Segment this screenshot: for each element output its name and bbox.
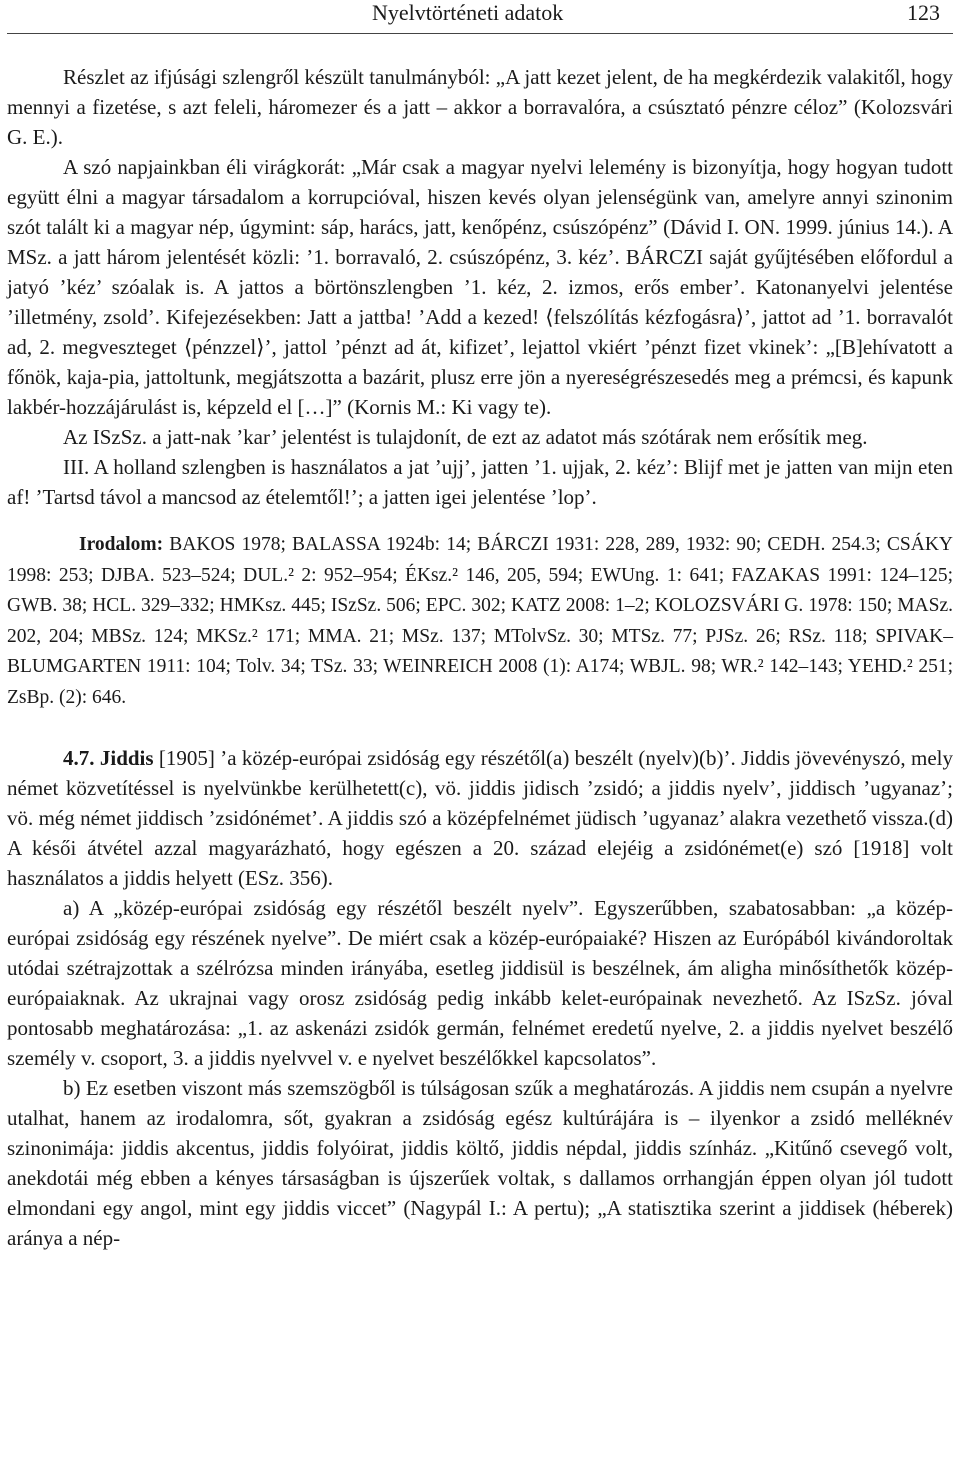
literature-references: BAKOS 1978; BALASSA 1924b: 14; BÁRCZI 1931: 228, 289, 1932: 90; CEDH. 254.3; CSÁKY 1998: 253; DJBA. 523–524; DUL.² 2: 952–954; ÉKsz.² 146, 205, 594; EWUng. 1: 641; FAZAKAS 1991: 124–125; GWB. 38; HCL. 329–332; HMKsz. 445; ISzSz. 506; EPC. 302; KATZ 2008: 1–2; KOLOZSVÁRI G. 1978: 150; MASz. 202, 204; MBSz. 124; MKSz.² 171; MMA. 21; MSz. 137; MTolvSz. 30; MTSz. 77; PJSz. 26; RSz. 118; SPIVAK–BLUMGARTEN 1911: 104; Tolv. 34; TSz. 33; WEINREICH 2008 (1): A174; WBJL. 98; WR.² 142–143; YEHD.² 251; ZsBp. (2): 646. xyxy=(7,534,953,708)
paragraph-4: III. A holland szlengben is használatos a jat ’ujj’, jatten ’1. ujjak, 2. kéz’: Blijf met je jatten van mijn eten af! ’Tartsd távol a mancsod az ételemtől!’; a jatten igei jelentése ’lop’. xyxy=(7,455,953,509)
paragraph-3: Az ISzSz. a jatt-nak ’kar’ jelentést is tulajdonít, de ezt az adatot más szótárak nem erősítik meg. xyxy=(63,425,868,449)
paragraph-1: Részlet az ifjúsági szlengről készült tanulmányból: „A jatt kezet jelent, de ha megkérdezik valakitől, hogy mennyi a fizetése, s azt feleli, háromezer és a jatt – akkor a borravalóra, a csúsztató pénzre céloz” (Kolozsvári G. E.). xyxy=(7,65,953,149)
literature-block xyxy=(7,530,953,713)
paragraph-2: A szó napjainkban éli virágkorát: „Már csak a magyar nyelvi lelemény is bizonyítja, hogy hogyan tudott együtt élni a magyar társadalom a korrupcióval, hiszen kevés olyan jelenségünk van, amelyre annyi szinonim szót talált ki a magyar nép, úgymint: sáp, harács, jatt, kenőpénz, csúszópénz” (Dávid I. ON. 1999. június 14.). A MSz. a jatt három jelentését közli: ’1. borravaló, 2. csúszópénz, 3. kéz’. BÁRCZI saját gyűjtésében előfordul a jatyó ’kéz’ szóalak is. A jattos a börtönszlengben ’1. kéz, 2. izmos, erős ember’. Katonanyelvi jelentése ’illetmény, zsold’. Kifejezésekben: Jatt a jattba! ’Add a kezed! ⟨felszólítás kézfogásra⟩’, jattot ad ’1. borravalót ad, 2. megveszteget ⟨pénzzel⟩’, jattol ’pénzt ad át, kifizet’, lejattol vkiért ’pénzt fizet vkinek’: „[B]ehívatott a főnök, kaja-pia, jattoltunk, megjátszotta a bazárit, plusz erre jön a nyereségrészesedés meg a prémcsi, és kapunk lakbér-hozzájárulást is, képzeld el […]” (Kornis M.: Ki vagy te). xyxy=(7,155,953,419)
running-head: Nyelvtörténeti adatok xyxy=(372,0,564,25)
page-number: 123 xyxy=(907,0,940,25)
entry-paragraph xyxy=(7,743,953,893)
entry-number: 4.7. xyxy=(63,746,95,770)
paragraph-a: a) A „közép-európai zsidóság egy részétől beszélt nyelv”. Egyszerűbben, szabatosabban: „a közép-európai zsidóság egy részének nyelve”. De miért csak a közép-európaiaké? Hiszen az Európából kivándoroltak utódai szétrajzottak a szélrózsa minden irányába, esetleg jiddisül is beszélnek, ám aligha minősíthetők közép-európaiaknak. Az ukrajnai vagy orosz zsidóság pedig inkább kelet-európainak nevezhető. Az ISzSz. jóval pontosabb meghatározása: „1. az askenázi zsidók germán, felnémet eredetű nyelve, 2. a jiddis nyelvet beszélő személy v. csoport, 3. a jiddis nyelvvel v. e nyelvet beszélőkkel kapcsolatos”. xyxy=(7,896,953,1070)
paragraph-b: b) Ez esetben viszont más szemszögből is túlságosan szűk a meghatározás. A jiddis nem csupán a nyelvre utalhat, hanem az irodalomra, sőt, gyakran a zsidóság egész kultúrájára is – ilyenkor a zsidó melléknév szinonimája: jiddis akcentus, jiddis folyóirat, jiddis költő, jiddis népdal, jiddis színház. „Kitűnő csevegő volt, anekdotái még ebben a kényes társaságban is újszerűek voltak, s dallamos orrhangján éppen olyan jól tudott elmondani egy angol, mint egy jiddis viccet” (Nagypál I.: A pertu); „A statisztika szerint a jiddisek (héberek) aránya a nép- xyxy=(7,1076,953,1250)
entry-text: [1905] ’a közép-európai zsidóság egy részétől(a) beszélt (nyelv)(b)’. Jiddis jövevényszó, mely német közvetítéssel is nyelvünkbe kerülhetett(c), vö. jiddis jidisch ’zsidó; a jiddis nyelv’, jiddisch ’ugyanaz’; vö. még német jiddisch ’zsidónémet’. A jiddis szó a középfelnémet jüdisch ’ugyanaz’ alakra vezethető vissza.(d) A késői átvétel azzal magyarázható, hogy egészen a 20. század elejéig a zsidónémet(e) szó [1918] volt használatos a jiddis helyett (ESz. 356). xyxy=(7,746,953,890)
page-header xyxy=(0,0,960,36)
page-body xyxy=(7,62,953,1253)
entry-headword: Jiddis xyxy=(99,746,154,770)
literature-label: Irodalom: xyxy=(79,534,164,555)
header-rule xyxy=(7,33,953,34)
